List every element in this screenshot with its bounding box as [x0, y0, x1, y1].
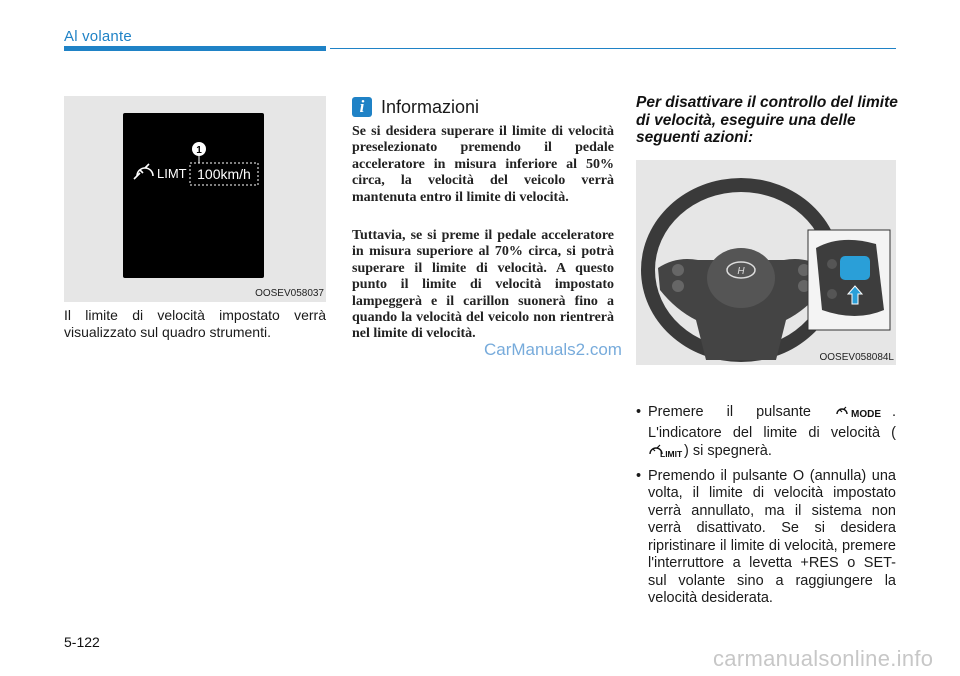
list-item: • Premendo il pulsante O (annulla) una volta, il limite di velocità impostato verrà annullato, ma il sistema non verrà disattivato. Se si desidera ripristinare il limite di velocità, premere l'interruttore a levetta +RES o SET- sul volante sino a raggiungere la velocità desiderata. — [636, 468, 896, 608]
bullet1-text-a: Premere il pulsante — [648, 404, 811, 420]
speed-limit-display — [123, 113, 264, 278]
cluster-description: Il limite di velocità impostato verrà visualizzato sul quadro strumenti. — [64, 307, 326, 340]
figure2-caption: OOSEV058084L — [819, 352, 894, 363]
mode-button-highlight — [840, 256, 870, 280]
cluster-display-figure — [64, 96, 326, 302]
info-paragraph-2: Tuttavia, se si preme il pedale acceleratore in misura superiore al 70% circa, si potrà superare il limite di velocità. A questo punto il limite di velocità impostato lampeggerà e il carillon suonerà fino a quando la velocità del veicolo non rientrerà nel limite di velocità. — [352, 228, 614, 342]
info-icon: i — [352, 97, 372, 117]
svg-text:H: H — [737, 266, 745, 277]
marker-number: 1 — [196, 145, 202, 156]
info-heading — [352, 96, 479, 118]
limit-indicator-icon — [648, 442, 684, 464]
mode-label: MODE — [850, 409, 881, 419]
limit-label: LIMIT — [660, 449, 683, 458]
footer-watermark: carmanualsonline.info — [713, 646, 934, 671]
header-rule-thick — [64, 46, 326, 51]
info-title: Informazioni — [381, 96, 480, 117]
limit-indicator-label: LIMT — [157, 166, 187, 181]
figure1-caption: OOSEV058037 — [255, 288, 324, 299]
watermark-mid: CarManuals2.com — [484, 340, 622, 359]
deactivation-heading: Per disattivare il controllo del limite di velocità, eseguire una delle seguenti azioni: — [636, 94, 898, 146]
mode-button-icon — [834, 405, 892, 425]
cluster-screen — [123, 113, 264, 278]
deactivation-list — [636, 404, 896, 612]
button-zoom-callout — [808, 230, 890, 330]
header-rule-thin — [330, 48, 896, 49]
steering-wheel-illustration — [636, 160, 896, 365]
page-number: 5-122 — [64, 634, 100, 650]
section-title: Al volante — [64, 28, 132, 45]
list-item — [636, 404, 896, 464]
bullet1-text-c: ) si spegnerà. — [684, 443, 772, 459]
speed-value: 100km/h — [197, 166, 251, 182]
steering-wheel-figure — [636, 160, 896, 365]
info-paragraph-1: Se si desidera superare il limite di velocità preselezionato premendo il pedale acceleratore in misura inferiore al 50% circa, la velocità del veicolo verrà mantenuta entro il limite di velocità. — [352, 124, 614, 205]
bullet1-text-b: . L'indicatore del limite di velocità ( — [648, 404, 897, 441]
speed-limiter-icon — [134, 164, 153, 179]
